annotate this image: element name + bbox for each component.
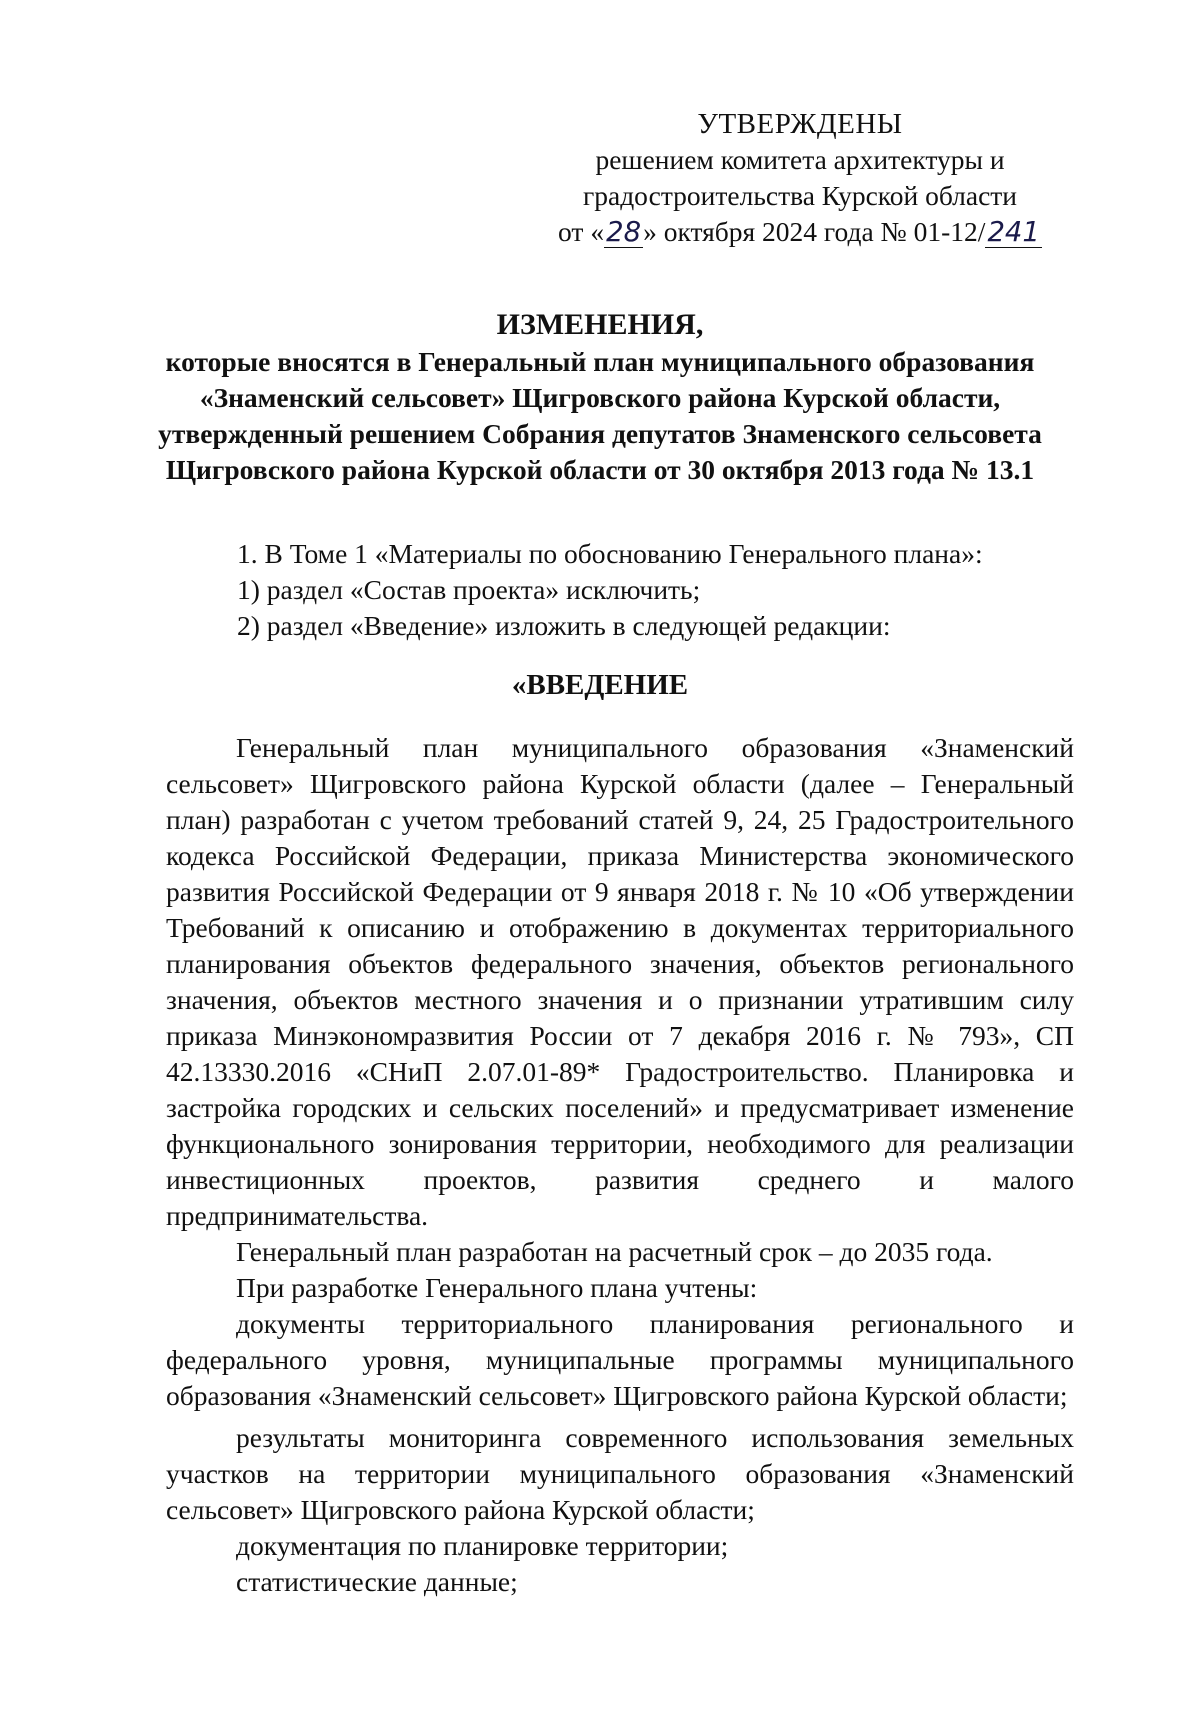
heading-line-3: утвержденный решением Собрания депутатов Знаменского сельсовета [158, 418, 1042, 449]
paragraph: документация по планировке территории; [236, 1530, 729, 1561]
heading-line-2: «Знаменский сельсовет» Щигровского района Курской области, [199, 382, 1001, 413]
approval-title: УТВЕРЖДЕНЫ [697, 108, 903, 140]
heading-main: ИЗМЕНЕНИЯ, [496, 308, 704, 341]
approval-doc-number: 241 [987, 216, 1040, 248]
paragraph: статистические данные; [236, 1566, 518, 1597]
approval-stamp [540, 106, 1060, 250]
paragraph: результаты мониторинга современного использования земельных участков на территории муниципального образования «Знаменский сельсовет» Щигровского района Курской области; [166, 1422, 1074, 1525]
approval-date-day: 28 [606, 216, 642, 248]
section-body [166, 730, 1074, 1600]
section-title: «ВВЕДЕНИЕ [511, 669, 689, 701]
list-item: 1. В Томе 1 «Материалы по обоснованию Генерального плана»: [237, 538, 983, 569]
approval-line-1: решением комитета архитектуры и [595, 144, 1005, 175]
list-item: 1) раздел «Состав проекта» исключить; [237, 574, 701, 605]
list-item: 2) раздел «Введение» изложить в следующей редакции: [237, 610, 891, 641]
approval-line-2: градостроительства Курской области [582, 180, 1018, 211]
paragraph: документы территориального планирования регионального и федерального уровня, муниципальные программы муниципального образования «Знаменский сельсовет» Щигровского района Курской области; [166, 1308, 1074, 1411]
document-heading [120, 306, 1080, 488]
heading-line-1: которые вносятся в Генеральный план муниципального образования [165, 346, 1035, 377]
paragraph: Генеральный план разработан на расчетный срок – до 2035 года. [236, 1236, 993, 1267]
approval-date-line [540, 214, 1060, 250]
approval-date-prefix: от « [558, 216, 605, 247]
changes-list [237, 536, 1117, 644]
paragraph: При разработке Генерального плана учтены: [236, 1272, 758, 1303]
paragraph: Генеральный план муниципального образования «Знаменский сельсовет» Щигровского района Курской области (далее – Генеральный план) разработан с учетом требований статей 9, 24, 25 Градостроительного кодекса Российской Федерации, приказа Министерства экономического развития Российской Федерации от 9 января 2018 г. № 10 «Об утверждении Требований к описанию и отображению в документах территориального планирования объектов федерального значения, объектов регионального значения, объектов местного значения и о признании утратившим силу приказа Минэкономразвития России от 7 декабря 2016 г. № 793», СП 42.13330.2016 «СНиП 2.07.01-89* Градостроительство. Планировка и застройка городских и сельских поселений» и предусматривает изменение функционального зонирования территории, необходимого для реализации инвестиционных проектов, развития среднего и малого предпринимательства. [166, 732, 1074, 1231]
heading-line-4: Щигровского района Курской области от 30 октября 2013 года № 13.1 [165, 454, 1035, 485]
approval-date-mid: » октября 2024 года № 01-12/ [643, 216, 986, 247]
